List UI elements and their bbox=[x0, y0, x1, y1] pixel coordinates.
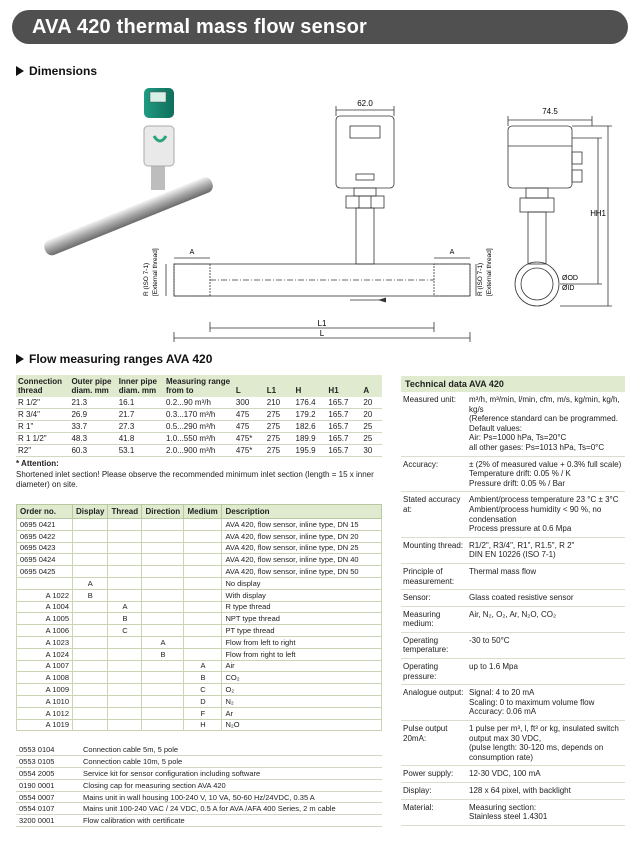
pipe-cross-section bbox=[515, 262, 559, 306]
tech-row bbox=[401, 685, 625, 721]
order-row bbox=[17, 577, 382, 589]
order-row bbox=[17, 542, 382, 554]
order-row bbox=[17, 648, 382, 660]
accessory-row bbox=[16, 815, 382, 827]
ranges-cell: 30 bbox=[361, 445, 382, 457]
ranges-row bbox=[16, 397, 382, 409]
col-header: Order no. bbox=[17, 505, 73, 519]
ranges-cell: 210 bbox=[265, 397, 294, 409]
dim-745-label: 74.5 bbox=[542, 107, 558, 116]
ranges-cell: 475* bbox=[234, 433, 265, 445]
col-header: Medium bbox=[184, 505, 222, 519]
order-option: B bbox=[184, 672, 222, 684]
tech-value: ± (2% of measured value + 0.3% full scale) Temperature drift: 0.05 % / K Pressure drift: 0.05 % / Bar bbox=[467, 456, 625, 492]
ranges-cell: 0.3...170 m³/h bbox=[164, 409, 234, 421]
order-option bbox=[142, 684, 184, 696]
tech-label: Accuracy: bbox=[401, 456, 467, 492]
thread-right-label: R (ISO 7-1) bbox=[477, 262, 484, 296]
col-header: L1 bbox=[265, 375, 294, 397]
dim-od-label: ØOD bbox=[562, 275, 578, 282]
accessories-table bbox=[16, 744, 382, 827]
accessory-description: Connection cable 10m, 5 pole bbox=[80, 756, 382, 768]
tech-label: Measured unit: bbox=[401, 392, 467, 456]
order-row bbox=[17, 684, 382, 696]
tech-label: Operating pressure: bbox=[401, 659, 467, 685]
order-option bbox=[184, 542, 222, 554]
order-option bbox=[108, 542, 142, 554]
order-option: B bbox=[73, 589, 108, 601]
dim-id-label: ØID bbox=[562, 285, 575, 292]
tech-value: m³/h, m³/min, l/min, cfm, m/s, kg/min, kg/h, kg/s (Reference standard can be programmed. Default values: Air: Ps=1000 hPa, Ts=20°C all other gases: Ps=1013 hPa, Ts=0°C bbox=[467, 392, 625, 456]
order-option bbox=[73, 554, 108, 566]
page-title: AVA 420 thermal mass flow sensor bbox=[32, 16, 368, 38]
ranges-cell: 60.3 bbox=[69, 445, 116, 457]
order-option bbox=[108, 566, 142, 578]
ranges-cell: 179.2 bbox=[294, 409, 327, 421]
order-number bbox=[17, 577, 73, 589]
order-option bbox=[142, 601, 184, 613]
order-description: AVA 420, flow sensor, inline type, DN 50 bbox=[222, 566, 382, 578]
dim-l1-label: L1 bbox=[317, 319, 327, 328]
ranges-cell: 300 bbox=[234, 397, 265, 409]
order-number: A 1007 bbox=[17, 660, 73, 672]
tech-value: up to 1.6 Mpa bbox=[467, 659, 625, 685]
dim-l-label: L bbox=[319, 329, 325, 338]
dim-62-label: 62.0 bbox=[357, 99, 373, 108]
accessory-description: Mains unit 100-240 VAC / 24 VDC, 0.5 A for AVA /AFA 400 Series, 2 m cable bbox=[80, 803, 382, 815]
tech-label: Stated accuracy at: bbox=[401, 492, 467, 537]
order-description: PT type thread bbox=[222, 625, 382, 637]
order-number: 0695 0422 bbox=[17, 530, 73, 542]
dim-a-left-label: A bbox=[189, 249, 195, 256]
order-option: A bbox=[184, 660, 222, 672]
order-option bbox=[184, 577, 222, 589]
ranges-cell: 176.4 bbox=[294, 397, 327, 409]
ranges-cell: 20 bbox=[361, 409, 382, 421]
col-header: Thread bbox=[108, 505, 142, 519]
triangle-bullet-icon bbox=[16, 66, 24, 76]
order-option: D bbox=[184, 695, 222, 707]
tech-row bbox=[401, 606, 625, 632]
order-option bbox=[184, 530, 222, 542]
order-option bbox=[73, 695, 108, 707]
order-option bbox=[184, 566, 222, 578]
order-option bbox=[73, 707, 108, 719]
order-option bbox=[142, 589, 184, 601]
ranges-cell: 275 bbox=[265, 445, 294, 457]
order-option bbox=[73, 672, 108, 684]
order-option: A bbox=[108, 601, 142, 613]
ranges-cell: 48.3 bbox=[69, 433, 116, 445]
order-description: Flow from left to right bbox=[222, 636, 382, 648]
hex-nut bbox=[346, 196, 384, 208]
housing-front-outline bbox=[336, 116, 394, 188]
col-header: A bbox=[361, 375, 382, 397]
order-option: B bbox=[108, 613, 142, 625]
order-number: A 1005 bbox=[17, 613, 73, 625]
ranges-cell: 182.6 bbox=[294, 421, 327, 433]
order-description: Air bbox=[222, 660, 382, 672]
technical-data-panel bbox=[401, 376, 625, 826]
technical-data-title: Technical data AVA 420 bbox=[401, 376, 625, 392]
col-header: Outer pipe diam. mm bbox=[69, 375, 116, 397]
ranges-cell: R 3/4" bbox=[16, 409, 69, 421]
dim-a-right-label: A bbox=[449, 249, 455, 256]
col-header: H1 bbox=[326, 375, 361, 397]
order-row bbox=[17, 519, 382, 531]
order-option bbox=[108, 719, 142, 731]
dimension-drawing bbox=[130, 96, 630, 344]
tech-row bbox=[401, 537, 625, 563]
order-option bbox=[142, 660, 184, 672]
tech-label: Pulse output 20mA: bbox=[401, 721, 467, 766]
ranges-cell: 165.7 bbox=[326, 409, 361, 421]
order-description: Ar bbox=[222, 707, 382, 719]
tech-value: 1 pulse per m³, l, ft³ or kg, insulated switch output max 30 VDC, (pulse length: 30-120 ms, depends on consumption rate) bbox=[467, 721, 625, 766]
order-option bbox=[108, 519, 142, 531]
tech-value: 12-30 VDC, 100 mA bbox=[467, 766, 625, 783]
order-option bbox=[142, 625, 184, 637]
ranges-heading: Flow measuring ranges AVA 420 bbox=[16, 352, 212, 366]
col-header: Display bbox=[73, 505, 108, 519]
ranges-cell: 27.3 bbox=[117, 421, 164, 433]
order-option bbox=[73, 566, 108, 578]
order-option: C bbox=[108, 625, 142, 637]
accessory-row bbox=[16, 756, 382, 768]
ranges-cell: 25 bbox=[361, 421, 382, 433]
order-row bbox=[17, 601, 382, 613]
tech-label: Analogue output: bbox=[401, 685, 467, 721]
ranges-cell: 275 bbox=[265, 409, 294, 421]
tech-value: Signal: 4 to 20 mA Scaling: 0 to maximum volume flow Accuracy: 0.06 mA bbox=[467, 685, 625, 721]
dimensions-heading: Dimensions bbox=[16, 64, 97, 78]
ranges-cell: 475* bbox=[234, 445, 265, 457]
order-number: A 1024 bbox=[17, 648, 73, 660]
ranges-cell: 16.1 bbox=[117, 397, 164, 409]
accessory-description: Closing cap for measuring section AVA 420 bbox=[80, 779, 382, 791]
ranges-cell: 53.1 bbox=[117, 445, 164, 457]
order-option bbox=[108, 554, 142, 566]
ranges-cell: 26.9 bbox=[69, 409, 116, 421]
accessory-order-number: 0554 2005 bbox=[16, 768, 80, 780]
ranges-cell: 165.7 bbox=[326, 421, 361, 433]
tech-row bbox=[401, 590, 625, 607]
accessory-order-number: 0554 0107 bbox=[16, 803, 80, 815]
order-option: C bbox=[184, 684, 222, 696]
order-description: No display bbox=[222, 577, 382, 589]
ranges-cell: 165.7 bbox=[326, 433, 361, 445]
ranges-cell: 475 bbox=[234, 409, 265, 421]
tech-label: Material: bbox=[401, 799, 467, 825]
tech-row bbox=[401, 799, 625, 825]
ranges-cell: R 1 1/2" bbox=[16, 433, 69, 445]
order-option bbox=[142, 566, 184, 578]
order-row bbox=[17, 554, 382, 566]
ranges-cell: R 1/2" bbox=[16, 397, 69, 409]
ranges-cell: 33.7 bbox=[69, 421, 116, 433]
ranges-cell: 275 bbox=[265, 421, 294, 433]
tech-row bbox=[401, 392, 625, 456]
tech-row bbox=[401, 563, 625, 589]
order-option bbox=[108, 589, 142, 601]
col-header: Measuring range from to bbox=[164, 375, 234, 397]
order-description: N₂ bbox=[222, 695, 382, 707]
order-number: 0695 0423 bbox=[17, 542, 73, 554]
accessory-description: Mains unit in wall housing 100-240 V, 10 VA, 50-60 Hz/24VDC, 0.35 A bbox=[80, 791, 382, 803]
led-strip bbox=[356, 174, 374, 180]
tech-row bbox=[401, 456, 625, 492]
order-number: A 1006 bbox=[17, 625, 73, 637]
col-header: Direction bbox=[142, 505, 184, 519]
order-option bbox=[142, 707, 184, 719]
accessory-order-number: 0553 0104 bbox=[16, 744, 80, 756]
order-number: 0695 0424 bbox=[17, 554, 73, 566]
order-row bbox=[17, 672, 382, 684]
tech-label: Power supply: bbox=[401, 766, 467, 783]
order-row bbox=[17, 660, 382, 672]
order-description: AVA 420, flow sensor, inline type, DN 25 bbox=[222, 542, 382, 554]
ranges-cell: R 1" bbox=[16, 421, 69, 433]
ranges-row bbox=[16, 409, 382, 421]
order-option: F bbox=[184, 707, 222, 719]
order-number: A 1023 bbox=[17, 636, 73, 648]
order-row bbox=[17, 566, 382, 578]
order-row bbox=[17, 589, 382, 601]
tech-value: Thermal mass flow bbox=[467, 563, 625, 589]
col-header: Description bbox=[222, 505, 382, 519]
order-description: R type thread bbox=[222, 601, 382, 613]
order-row bbox=[17, 695, 382, 707]
order-number: A 1019 bbox=[17, 719, 73, 731]
ranges-cell: 41.8 bbox=[117, 433, 164, 445]
order-option: A bbox=[73, 577, 108, 589]
tech-row bbox=[401, 721, 625, 766]
order-option bbox=[73, 530, 108, 542]
ranges-cell: 0.2...90 m³/h bbox=[164, 397, 234, 409]
ranges-cell: 275 bbox=[265, 433, 294, 445]
dim-h-label: H bbox=[590, 209, 596, 218]
ranges-cell: 21.3 bbox=[69, 397, 116, 409]
ranges-row bbox=[16, 421, 382, 433]
order-option bbox=[184, 589, 222, 601]
orders-header-row bbox=[17, 505, 382, 519]
tech-row bbox=[401, 659, 625, 685]
order-option bbox=[142, 695, 184, 707]
ranges-cell: 475 bbox=[234, 421, 265, 433]
order-table bbox=[16, 504, 382, 731]
tech-value: Air, N₂, O₂, Ar, N₂O, CO₂ bbox=[467, 606, 625, 632]
order-option bbox=[73, 519, 108, 531]
order-option bbox=[184, 625, 222, 637]
col-header: Inner pipe diam. mm bbox=[117, 375, 164, 397]
order-description: O₂ bbox=[222, 684, 382, 696]
order-option: B bbox=[142, 648, 184, 660]
tech-value: Glass coated resistive sensor bbox=[467, 590, 625, 607]
order-option bbox=[142, 719, 184, 731]
triangle-bullet-icon bbox=[16, 354, 24, 364]
tech-value: R1/2", R3/4", R1", R1.5", R 2" DIN EN 10226 (ISO 7-1) bbox=[467, 537, 625, 563]
ranges-cell: 1.0...550 m³/h bbox=[164, 433, 234, 445]
order-number: 0695 0425 bbox=[17, 566, 73, 578]
order-row bbox=[17, 707, 382, 719]
order-option bbox=[108, 684, 142, 696]
tech-row bbox=[401, 632, 625, 658]
accessory-row bbox=[16, 744, 382, 756]
accessory-description: Flow calibration with certificate bbox=[80, 815, 382, 827]
col-header: H bbox=[294, 375, 327, 397]
order-option bbox=[142, 554, 184, 566]
order-number: A 1009 bbox=[17, 684, 73, 696]
ranges-cell: 165.7 bbox=[326, 397, 361, 409]
tech-label: Sensor: bbox=[401, 590, 467, 607]
accessory-description: Connection cable 5m, 5 pole bbox=[80, 744, 382, 756]
tech-label: Display: bbox=[401, 783, 467, 800]
order-option bbox=[108, 672, 142, 684]
ranges-table bbox=[16, 375, 382, 457]
accessory-order-number: 0190 0001 bbox=[16, 779, 80, 791]
order-option bbox=[108, 707, 142, 719]
order-number: A 1010 bbox=[17, 695, 73, 707]
order-option bbox=[73, 684, 108, 696]
tech-label: Operating temperature: bbox=[401, 632, 467, 658]
ranges-cell: 0.5...290 m³/h bbox=[164, 421, 234, 433]
order-option bbox=[108, 530, 142, 542]
accessory-order-number: 3200 0001 bbox=[16, 815, 80, 827]
ranges-cell: 165.7 bbox=[326, 445, 361, 457]
order-option: H bbox=[184, 719, 222, 731]
order-description: AVA 420, flow sensor, inline type, DN 40 bbox=[222, 554, 382, 566]
attention-note bbox=[16, 459, 386, 491]
order-number: A 1008 bbox=[17, 672, 73, 684]
order-option bbox=[108, 695, 142, 707]
order-row bbox=[17, 530, 382, 542]
display-window bbox=[350, 126, 380, 138]
thread-left-label: R (ISO 7-1) bbox=[143, 262, 150, 296]
order-option bbox=[184, 601, 222, 613]
accessory-order-number: 0554 0007 bbox=[16, 791, 80, 803]
order-description: NPT type thread bbox=[222, 613, 382, 625]
accessory-row bbox=[16, 803, 382, 815]
order-option bbox=[73, 660, 108, 672]
tech-row bbox=[401, 492, 625, 537]
tech-row bbox=[401, 783, 625, 800]
title-banner bbox=[12, 10, 628, 44]
housing-side-outline bbox=[508, 126, 572, 188]
accessory-row bbox=[16, 768, 382, 780]
accessory-description: Service kit for sensor configuration including software bbox=[80, 768, 382, 780]
order-option: A bbox=[142, 636, 184, 648]
dim-h1-label: H1 bbox=[595, 209, 606, 218]
ranges-cell: 2.0...900 m³/h bbox=[164, 445, 234, 457]
order-description: AVA 420, flow sensor, inline type, DN 20 bbox=[222, 530, 382, 542]
col-header: L bbox=[234, 375, 265, 397]
attention-text: Shortened inlet section! Please observe the recommended minimum inlet section (length = 15 x inner diameter) on site. bbox=[16, 469, 374, 489]
order-number: A 1022 bbox=[17, 589, 73, 601]
order-option bbox=[73, 719, 108, 731]
order-option bbox=[184, 519, 222, 531]
order-option bbox=[184, 636, 222, 648]
order-description: N₂O bbox=[222, 719, 382, 731]
ranges-cell: 25 bbox=[361, 433, 382, 445]
order-option bbox=[184, 613, 222, 625]
tech-label: Mounting thread: bbox=[401, 537, 467, 563]
ranges-cell: R2" bbox=[16, 445, 69, 457]
order-row bbox=[17, 719, 382, 731]
order-option bbox=[73, 648, 108, 660]
order-option bbox=[142, 577, 184, 589]
order-option bbox=[73, 542, 108, 554]
order-option bbox=[142, 519, 184, 531]
order-number: A 1012 bbox=[17, 707, 73, 719]
order-option bbox=[142, 672, 184, 684]
order-option bbox=[73, 636, 108, 648]
order-option bbox=[184, 554, 222, 566]
thread-left-note: [External thread] bbox=[152, 248, 159, 296]
order-option bbox=[108, 577, 142, 589]
order-description: With display bbox=[222, 589, 382, 601]
tech-row bbox=[401, 766, 625, 783]
order-option bbox=[142, 542, 184, 554]
ranges-header-row bbox=[16, 375, 382, 397]
attention-title: * Attention: bbox=[16, 459, 59, 468]
tech-value: Ambient/process temperature 23 °C ± 3°C Ambient/process humidity < 90 %, no condensation Process pressure at 0.6 Mpa bbox=[467, 492, 625, 537]
order-option bbox=[142, 613, 184, 625]
ranges-cell: 189.9 bbox=[294, 433, 327, 445]
order-row bbox=[17, 636, 382, 648]
order-option bbox=[108, 648, 142, 660]
order-description: Flow from right to left bbox=[222, 648, 382, 660]
order-option bbox=[73, 613, 108, 625]
tech-label: Measuring medium: bbox=[401, 606, 467, 632]
tech-value: -30 to 50°C bbox=[467, 632, 625, 658]
order-number: A 1004 bbox=[17, 601, 73, 613]
tech-label: Principle of measurement: bbox=[401, 563, 467, 589]
tech-value: Measuring section: Stainless steel 1.4301 bbox=[467, 799, 625, 825]
order-description: CO₂ bbox=[222, 672, 382, 684]
tech-value: 128 x 64 pixel, with backlight bbox=[467, 783, 625, 800]
thread-right-note: [External thread] bbox=[486, 248, 493, 296]
ranges-cell: 195.9 bbox=[294, 445, 327, 457]
order-option bbox=[73, 625, 108, 637]
order-option bbox=[108, 636, 142, 648]
ranges-row bbox=[16, 445, 382, 457]
technical-data-table bbox=[401, 392, 625, 826]
order-row bbox=[17, 613, 382, 625]
order-option bbox=[108, 660, 142, 672]
ranges-row bbox=[16, 433, 382, 445]
accessory-row bbox=[16, 791, 382, 803]
col-header: Connection thread bbox=[16, 375, 69, 397]
ranges-cell: 20 bbox=[361, 397, 382, 409]
order-option bbox=[142, 530, 184, 542]
order-number: 0695 0421 bbox=[17, 519, 73, 531]
accessory-row bbox=[16, 779, 382, 791]
order-description: AVA 420, flow sensor, inline type, DN 15 bbox=[222, 519, 382, 531]
order-option bbox=[184, 648, 222, 660]
accessory-order-number: 0553 0105 bbox=[16, 756, 80, 768]
order-option bbox=[73, 601, 108, 613]
ranges-cell: 21.7 bbox=[117, 409, 164, 421]
order-row bbox=[17, 625, 382, 637]
